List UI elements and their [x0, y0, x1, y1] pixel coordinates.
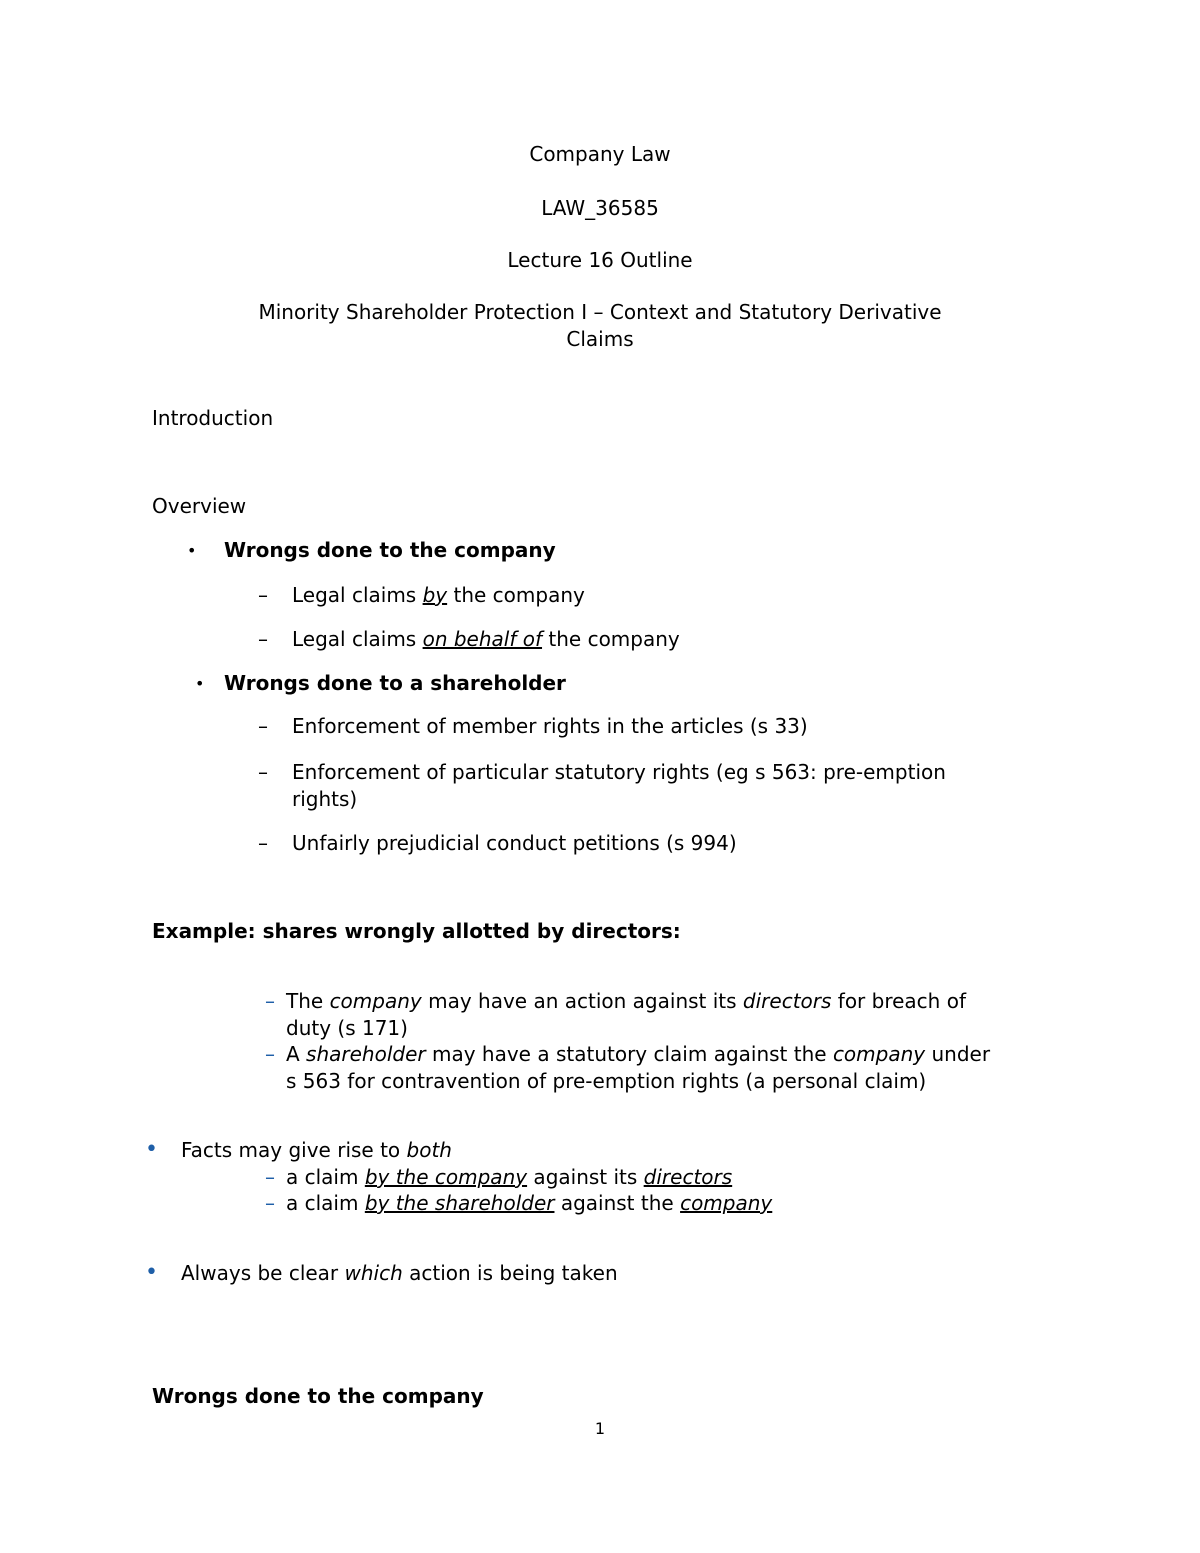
overview-heading: Overview [152, 494, 247, 518]
example-heading: Example: shares wrongly allotted by directors: [152, 919, 681, 943]
dash-icon: – [265, 1191, 275, 1215]
page-number: 1 [594, 1419, 606, 1438]
course-code: LAW_36585 [541, 196, 659, 220]
topic-title-line1: Minority Shareholder Protection I – Context and Statutory Derivative [258, 300, 942, 324]
topic-title-line2: Claims [566, 327, 634, 351]
bullet-icon: • [145, 1260, 158, 1285]
dash-icon: – [258, 831, 268, 855]
shareholder-item-articles: Enforcement of member rights in the articles (s 33) [292, 714, 808, 738]
facts-claim-company: a claim by the company against its directors [286, 1165, 733, 1189]
section-heading-wrongs-company: Wrongs done to the company [152, 1384, 484, 1408]
company-wrongs-title: Wrongs done to the company [224, 538, 556, 562]
dash-icon: – [258, 714, 268, 738]
course-title: Company Law [529, 142, 671, 166]
example-line2: A shareholder may have a statutory claim against the company under [286, 1042, 991, 1066]
company-claim-on-behalf: Legal claims on behalf of the company [292, 627, 680, 651]
company-claim-by: Legal claims by the company [292, 583, 585, 607]
example-line2-continued: s 563 for contravention of pre-emption rights (a personal claim) [286, 1069, 927, 1093]
dash-icon: – [265, 1165, 275, 1189]
dash-icon: – [258, 760, 268, 784]
dash-icon: – [265, 1042, 275, 1066]
example-line1-continued: duty (s 171) [286, 1016, 408, 1040]
dash-icon: – [265, 989, 275, 1013]
introduction-heading: Introduction [152, 406, 274, 430]
shareholder-item-statutory-line2: rights) [292, 787, 358, 811]
example-line1: The company may have an action against its directors for breach of [286, 989, 966, 1013]
bullet-icon: • [145, 1137, 158, 1162]
dash-icon: – [258, 627, 268, 651]
facts-claim-shareholder: a claim by the shareholder against the company [286, 1191, 773, 1215]
dash-icon: – [258, 583, 268, 607]
lecture-title: Lecture 16 Outline [507, 248, 693, 272]
shareholder-wrongs-title: Wrongs done to a shareholder [224, 671, 566, 695]
bullet-icon: • [187, 541, 197, 560]
shareholder-item-unfair-prejudice: Unfairly prejudicial conduct petitions (s 994) [292, 831, 737, 855]
always-clear-note: Always be clear which action is being taken [181, 1261, 618, 1285]
facts-intro: Facts may give rise to both [181, 1138, 452, 1162]
shareholder-item-statutory-line1: Enforcement of particular statutory rights (eg s 563: pre-emption [292, 760, 946, 784]
bullet-icon: • [195, 674, 205, 693]
